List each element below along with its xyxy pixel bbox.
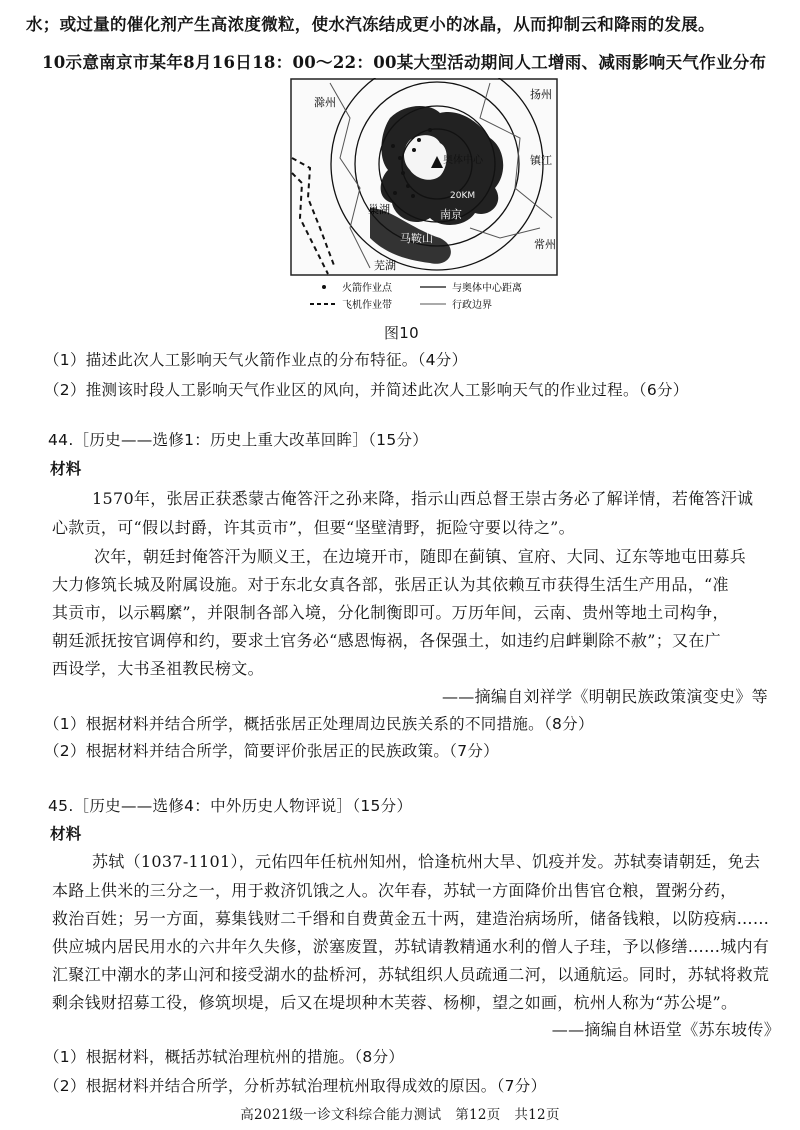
label-jianshan: 巢湖	[368, 203, 390, 216]
q44-paragraph-2-line-4: 朝廷派抚按官调停和约，要求土官务必“感恩悔祸，各保强土，如违约启衅剿除不赦”；又在广	[52, 631, 721, 650]
q43-sub1: （1）描述此次人工影响天气火箭作业点的分布特征。（4分）	[44, 351, 468, 369]
q44-paragraph-2-line-3: 其贡市，以示羁縻”，并限制各部入境，分化制衡即可。万历年间，云南、贵州等地土司构争，	[52, 603, 729, 622]
label-olympic-center: 奥体中心	[443, 155, 483, 166]
label-distance: 20KM	[450, 191, 476, 201]
q45-sub2: （2）根据材料并结合所学，分析苏轼治理杭州取得成效的原因。（7分）	[44, 1077, 547, 1095]
figure-caption: 图10	[384, 324, 419, 342]
q43-sub2: （2）推测该时段人工影响天气作业区的风向，并简述此次人工影响天气的作业过程。（6分）	[44, 381, 689, 399]
legend-distance: 与奥体中心距离	[452, 283, 522, 294]
legend-plane: 飞机作业带	[342, 300, 392, 311]
q45-paragraph-line-6: 剩余钱财招募工役，修筑坝堤，后又在堤坝种木芙蓉、杨柳，望之如画，杭州人称为“苏公堤”。	[52, 993, 738, 1012]
q45-paragraph-line-2: 本路上供米的三分之一，用于救济饥饿之人。次年春，苏轼一方面降价出售官仓粮，置粥分药，	[52, 881, 737, 900]
legend-boundary: 行政边界	[452, 300, 492, 311]
legend-rocket: 火箭作业点	[342, 283, 392, 294]
q44-paragraph-1-line-1: 1570年，张居正获悉蒙古俺答汗之孙来降，指示山西总督王崇古务必了解详情，若俺答汗诚	[92, 489, 754, 508]
label-changzhou: 常州	[534, 238, 556, 251]
label-yangzhou: 扬州	[530, 88, 552, 101]
q45-paragraph-line-5: 汇聚江中潮水的茅山河和接受湖水的盐桥河，苏轼组织人员疏通二河，以通航运。同时，苏轼将救荒	[52, 965, 770, 984]
q44-source: ——摘编自刘祥学《明朝民族政策演变史》等	[441, 687, 768, 706]
q45-title: 45.［历史——选修4：中外历史人物评说］（15分）	[48, 797, 413, 815]
q44-paragraph-1-line-2: 心款贡，可“假以封爵，许其贡市”，但要“坚壁清野，扼险守要以待之”。	[52, 518, 575, 537]
q45-sub1: （1）根据材料，概括苏轼治理杭州的措施。（8分）	[44, 1048, 405, 1066]
label-nanjing: 南京	[440, 208, 462, 221]
q44-sub1: （1）根据材料并结合所学，概括张居正处理周边民族关系的不同措施。（8分）	[44, 715, 594, 733]
figure-10-map	[290, 78, 558, 330]
q45-paragraph-line-4: 供应城内居民用水的六井年久失修，淤塞废置，苏轼请教精通水利的僧人子珪，予以修缮……城内有	[52, 937, 770, 956]
q45-paragraph-line-3: 救治百姓；另一方面，募集钱财二千缗和自费黄金五十两，建造治病场所，储备钱粮，以防疫病……	[52, 909, 770, 928]
q45-source: ——摘编自林语堂《苏东坡传》	[551, 1020, 780, 1039]
q44-title: 44.［历史——选修1：历史上重大改革回眸］（15分）	[48, 431, 429, 449]
label-wuhu: 芜湖	[374, 259, 396, 272]
label-chuzhou: 滁州	[314, 96, 336, 109]
q44-paragraph-2-line-2: 大力修筑长城及附属设施。对于东北女真各部，张居正认为其依赖互市获得生活生产用品，“准	[52, 575, 729, 594]
q44-paragraph-2-line-5: 西设学，大书圣祖教民榜文。	[52, 659, 264, 678]
q45-paragraph-line-1: 苏轼（1037-1101），元佑四年任杭州知州，恰逢杭州大旱、饥疫并发。苏轼奏请朝廷，免去	[92, 852, 761, 871]
q44-paragraph-2-line-1: 次年，朝廷封俺答汗为顺义王，在边境开市，随即在蓟镇、宣府、大同、辽东等地屯田募兵	[94, 547, 747, 566]
q44-sub2: （2）根据材料并结合所学，简要评价张居正的民族政策。（7分）	[44, 742, 499, 760]
q45-material-label: 材料	[50, 825, 82, 843]
intro-line-2: 10示意南京市某年8月16日18：00～22：00某大型活动期间人工增雨、减雨影响天气作业分布	[42, 53, 767, 72]
q44-material-label: 材料	[50, 460, 82, 478]
legend-rocket-symbol	[322, 285, 326, 289]
label-maanshan: 马鞍山	[400, 232, 433, 245]
intro-line-1: 水；或过量的催化剂产生高浓度微粒，使水汽冻结成更小的冰晶，从而抑制云和降雨的发展。	[26, 15, 715, 34]
page-footer: 高2021级一诊文科综合能力测试 第12页 共12页	[240, 1107, 560, 1123]
label-zhenjiang: 镇江	[530, 154, 552, 167]
